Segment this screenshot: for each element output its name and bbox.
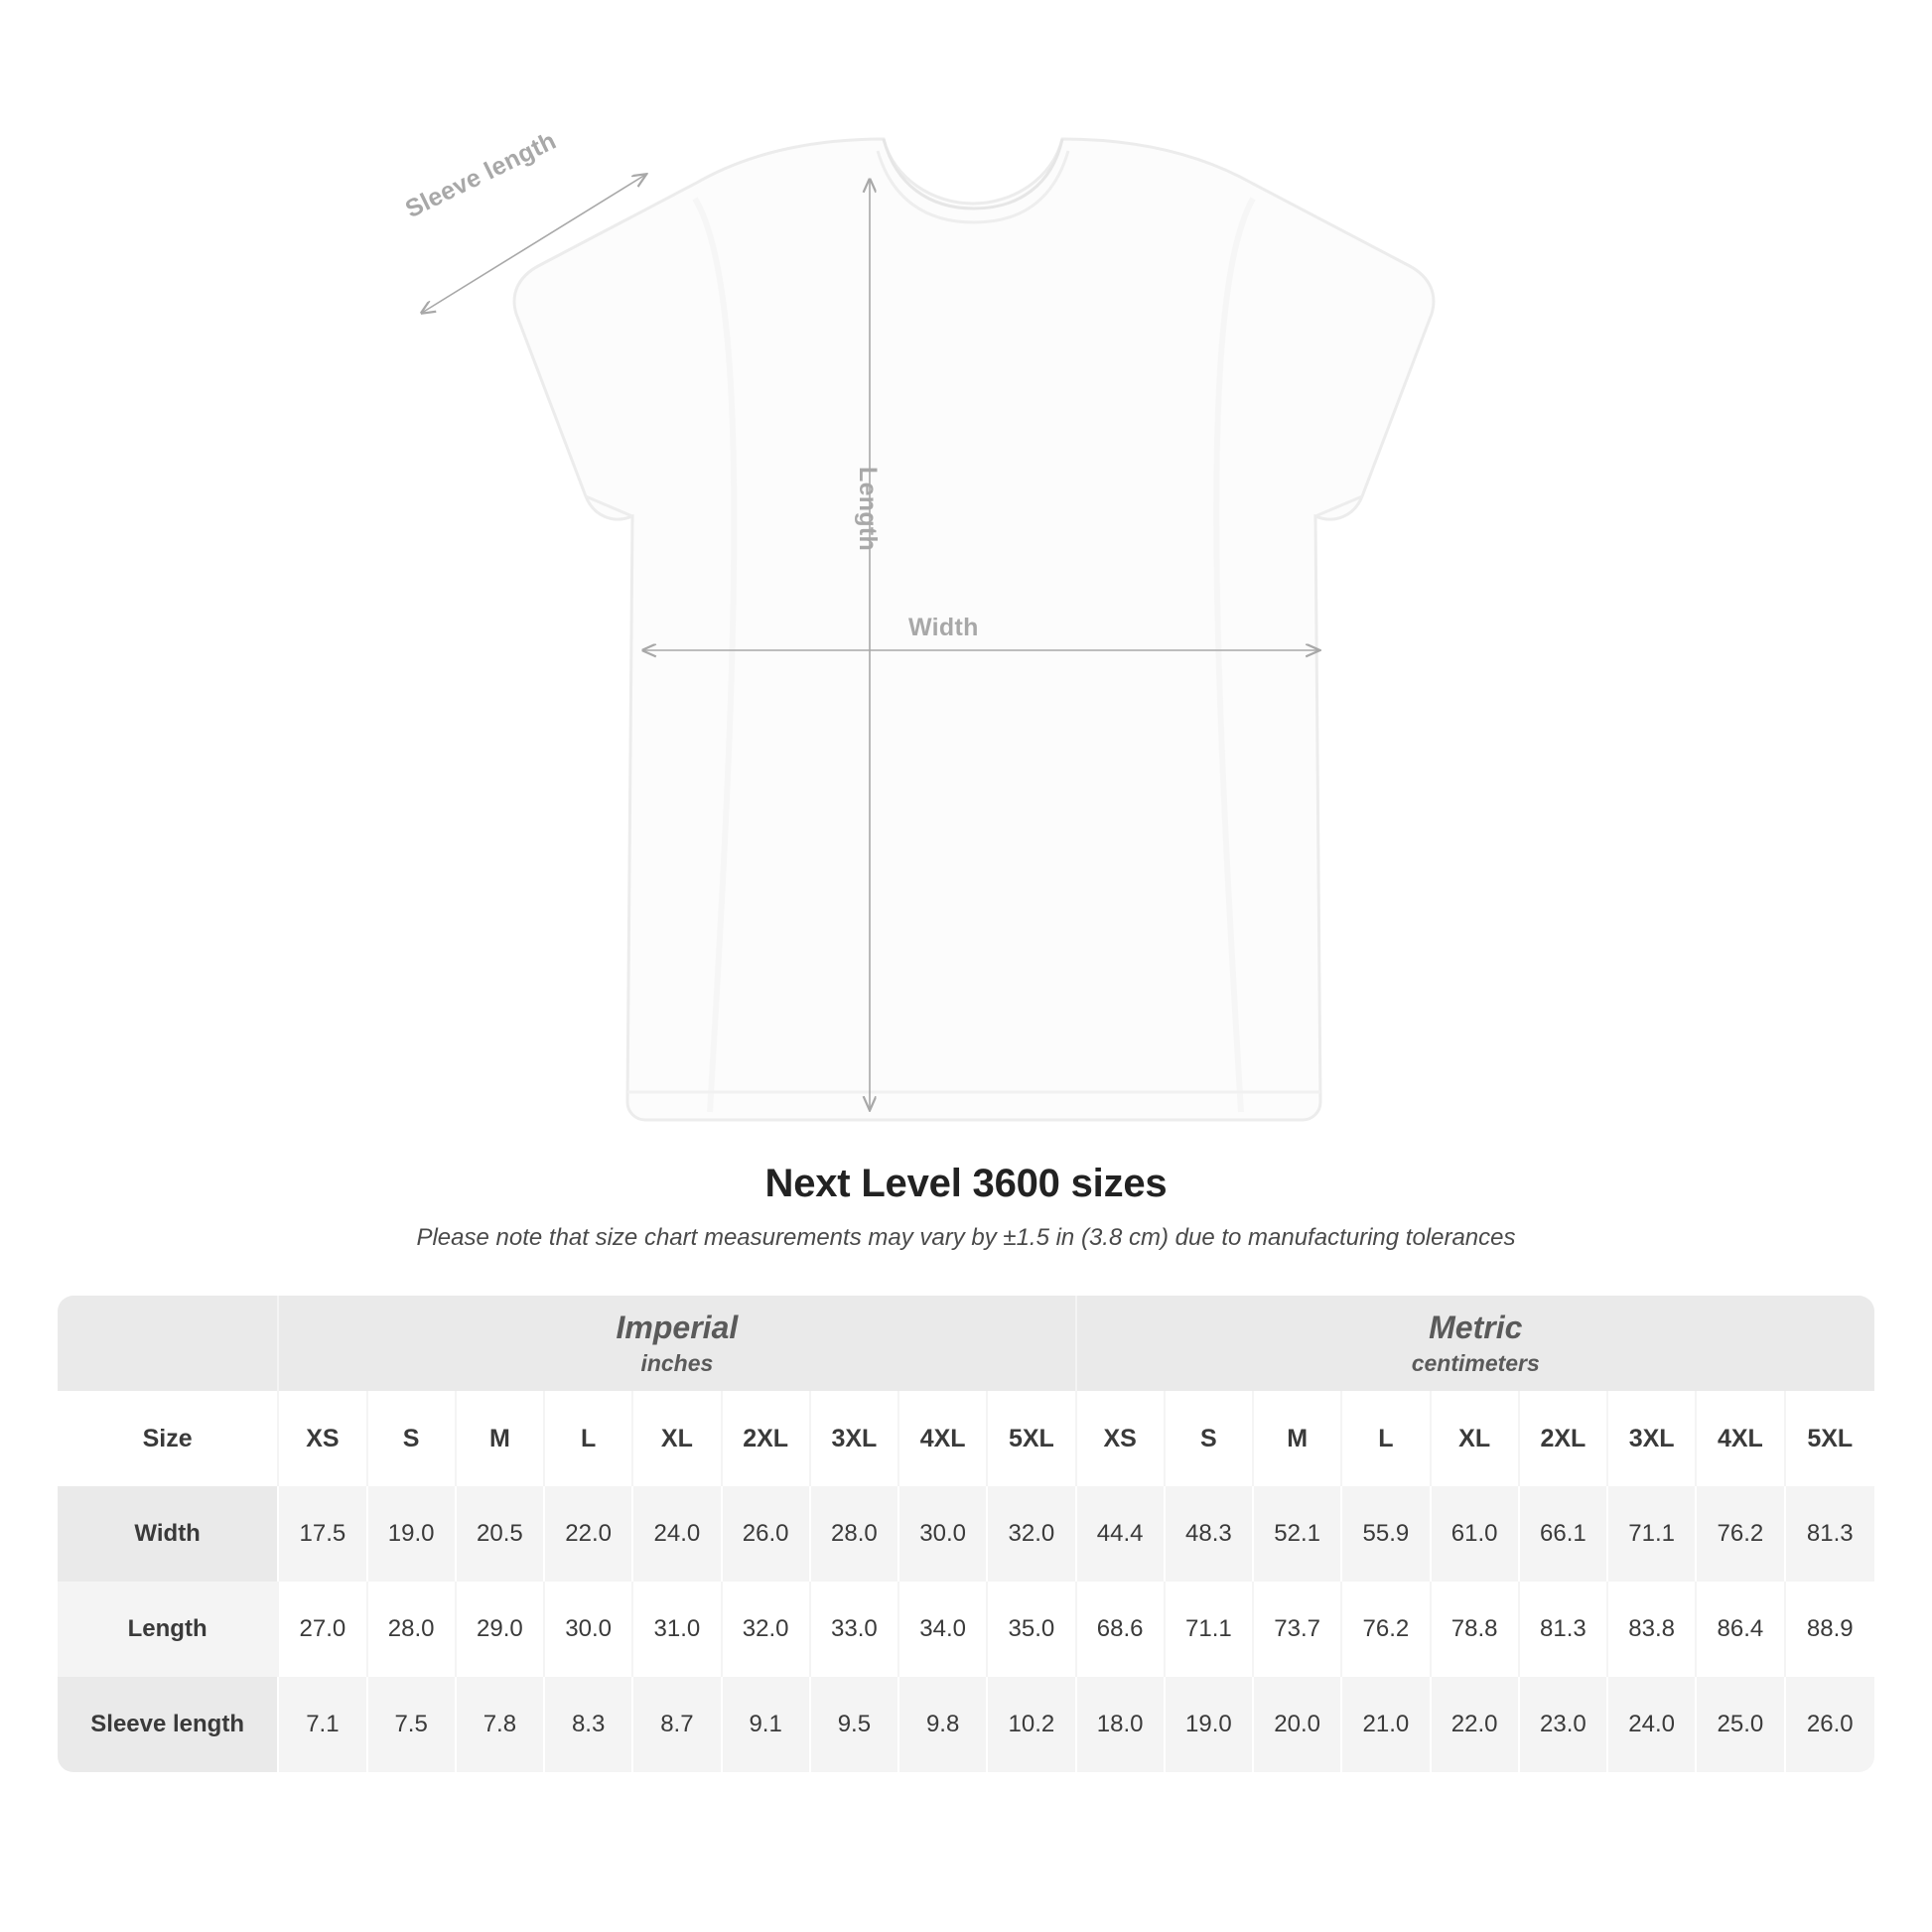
table-cell: 32.0 [988, 1486, 1076, 1582]
sleeve-length-label: Sleeve length [401, 126, 561, 224]
table-cell: 20.0 [1254, 1677, 1342, 1772]
table-cell: 25.0 [1697, 1677, 1785, 1772]
unit-group-metric-sub: centimeters [1411, 1349, 1540, 1376]
table-cell: 22.0 [1432, 1677, 1520, 1772]
table-cell: 76.2 [1697, 1486, 1785, 1582]
table-cell: 76.2 [1342, 1582, 1431, 1677]
unit-group-metric-name: Metric [1429, 1310, 1523, 1346]
table-corner-cell [58, 1296, 279, 1391]
table-cell: 21.0 [1342, 1677, 1431, 1772]
size-header-cell: S [1166, 1391, 1254, 1486]
table-cell: 32.0 [723, 1582, 811, 1677]
unit-group-imperial [279, 1296, 1076, 1391]
size-header-cell: M [1254, 1391, 1342, 1486]
table-cell: 27.0 [279, 1582, 367, 1677]
table-cell: 30.0 [899, 1486, 988, 1582]
width-label: Width [908, 614, 979, 641]
unit-group-row [58, 1296, 1874, 1391]
table-cell: 73.7 [1254, 1582, 1342, 1677]
table-cell: 7.1 [279, 1677, 367, 1772]
table-cell: 8.3 [545, 1677, 633, 1772]
table-cell: 34.0 [899, 1582, 988, 1677]
unit-group-imperial-name: Imperial [616, 1310, 739, 1346]
table-cell: 24.0 [633, 1486, 722, 1582]
unit-group-imperial-sub: inches [640, 1349, 714, 1376]
size-header-cell: XS [279, 1391, 367, 1486]
table-cell: 20.5 [457, 1486, 545, 1582]
table-cell: 26.0 [1786, 1677, 1874, 1772]
length-label: Length [854, 467, 882, 552]
size-header-cell: 3XL [1608, 1391, 1697, 1486]
table-cell: 9.5 [811, 1677, 899, 1772]
unit-group-metric [1077, 1296, 1874, 1391]
size-header-cell: L [1342, 1391, 1431, 1486]
size-header-cell: 2XL [723, 1391, 811, 1486]
table-cell: 29.0 [457, 1582, 545, 1677]
size-header-cell: S [368, 1391, 457, 1486]
size-header-cell: 4XL [1697, 1391, 1785, 1486]
table-cell: 23.0 [1520, 1677, 1608, 1772]
size-header-label: Size [58, 1391, 279, 1486]
table-row [58, 1582, 1874, 1677]
table-cell: 22.0 [545, 1486, 633, 1582]
table-cell: 8.7 [633, 1677, 722, 1772]
page-title: Next Level 3600 sizes [764, 1162, 1168, 1205]
table-cell: 61.0 [1432, 1486, 1520, 1582]
row-header-width: Width [58, 1486, 279, 1582]
table-cell: 9.1 [723, 1677, 811, 1772]
table-cell: 9.8 [899, 1677, 988, 1772]
table-cell: 86.4 [1697, 1582, 1785, 1677]
table-cell: 30.0 [545, 1582, 633, 1677]
table-cell: 71.1 [1608, 1486, 1697, 1582]
table-cell: 18.0 [1077, 1677, 1166, 1772]
table-cell: 48.3 [1166, 1486, 1254, 1582]
size-header-cell: 3XL [811, 1391, 899, 1486]
table-cell: 88.9 [1786, 1582, 1874, 1677]
size-header-cell: 2XL [1520, 1391, 1608, 1486]
table-cell: 71.1 [1166, 1582, 1254, 1677]
row-header-sleeve-length: Sleeve length [58, 1677, 279, 1772]
table-cell: 7.5 [368, 1677, 457, 1772]
row-header-length: Length [58, 1582, 279, 1677]
size-header-cell: 4XL [899, 1391, 988, 1486]
table-cell: 28.0 [368, 1582, 457, 1677]
size-header-cell: 5XL [1786, 1391, 1874, 1486]
size-header-cell: XL [1432, 1391, 1520, 1486]
table-row [58, 1677, 1874, 1772]
table-cell: 33.0 [811, 1582, 899, 1677]
table-cell: 17.5 [279, 1486, 367, 1582]
table-cell: 55.9 [1342, 1486, 1431, 1582]
table-cell: 24.0 [1608, 1677, 1697, 1772]
table-cell: 81.3 [1786, 1486, 1874, 1582]
size-header-cell: XL [633, 1391, 722, 1486]
size-chart-table-wrap [58, 1296, 1874, 1772]
table-cell: 28.0 [811, 1486, 899, 1582]
table-cell: 26.0 [723, 1486, 811, 1582]
size-header-cell: 5XL [988, 1391, 1076, 1486]
size-header-cell: XS [1077, 1391, 1166, 1486]
table-cell: 52.1 [1254, 1486, 1342, 1582]
table-cell: 81.3 [1520, 1582, 1608, 1677]
size-header-row [58, 1391, 1874, 1486]
table-cell: 10.2 [988, 1677, 1076, 1772]
table-row [58, 1486, 1874, 1582]
table-cell: 83.8 [1608, 1582, 1697, 1677]
title-block [0, 1162, 1932, 1252]
table-cell: 19.0 [1166, 1677, 1254, 1772]
size-chart-table [58, 1296, 1874, 1772]
table-cell: 31.0 [633, 1582, 722, 1677]
table-cell: 19.0 [368, 1486, 457, 1582]
size-header-cell: L [545, 1391, 633, 1486]
table-cell: 78.8 [1432, 1582, 1520, 1677]
tolerance-note: Please note that size chart measurements may vary by ±1.5 in (3.8 cm) due to manufacturing tolerances [416, 1224, 1516, 1251]
table-cell: 66.1 [1520, 1486, 1608, 1582]
table-cell: 35.0 [988, 1582, 1076, 1677]
table-cell: 68.6 [1077, 1582, 1166, 1677]
table-cell: 7.8 [457, 1677, 545, 1772]
table-cell: 44.4 [1077, 1486, 1166, 1582]
size-header-cell: M [457, 1391, 545, 1486]
